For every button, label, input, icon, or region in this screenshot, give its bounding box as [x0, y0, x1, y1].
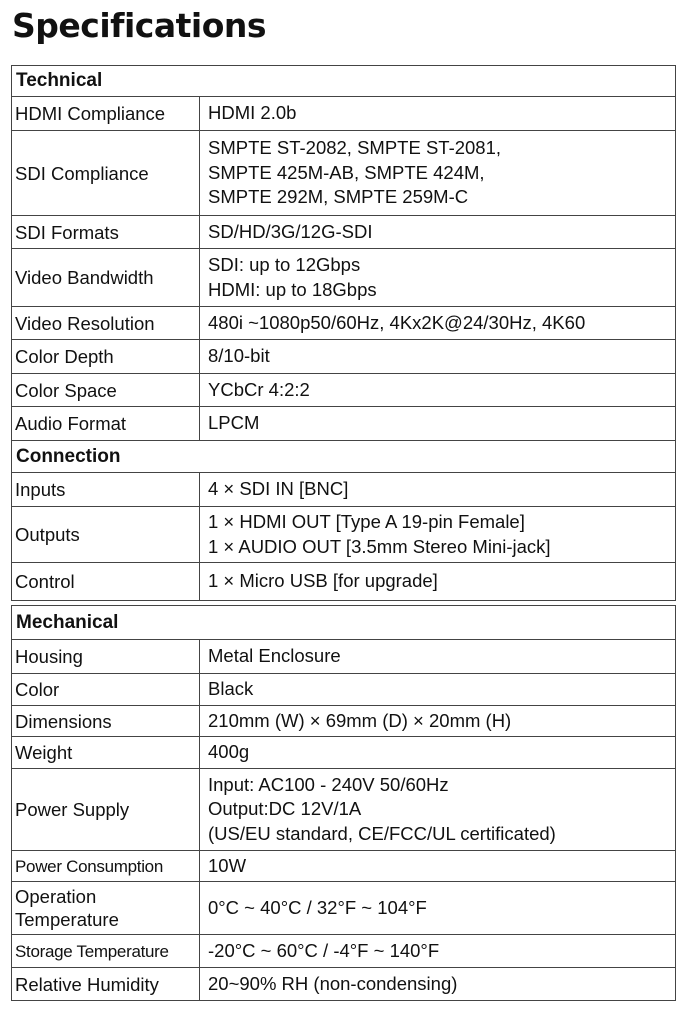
table-row	[11, 640, 676, 674]
spec-key: Color Space	[12, 374, 200, 406]
table-row	[11, 407, 676, 441]
table-row	[11, 737, 676, 769]
section-heading-technical: Technical	[11, 66, 676, 97]
spec-value: 210mm (W) × 69mm (D) × 20mm (H)	[208, 709, 512, 731]
spec-value: Metal Enclosure	[208, 645, 341, 667]
spec-key: Relative Humidity	[12, 968, 200, 1000]
table-row	[11, 97, 676, 131]
spec-value: 0°C ~ 40°C / 32°F ~ 104°F	[208, 896, 427, 918]
table-row	[11, 249, 676, 307]
table-row	[11, 473, 676, 507]
spec-value: LPCM	[208, 412, 260, 434]
spec-value: 20~90% RH (non-condensing)	[208, 972, 458, 994]
spec-key: Storage Temperature	[12, 935, 200, 967]
spec-value: HDMI 2.0b	[208, 102, 297, 124]
table-row	[11, 674, 676, 706]
spec-key: Inputs	[12, 473, 200, 506]
spec-value: SMPTE ST-2082, SMPTE ST-2081, SMPTE 425M-AB, SMPTE 424M, SMPTE 292M, SMPTE 259M-C	[208, 137, 502, 208]
table-row	[11, 935, 676, 968]
table-row	[11, 507, 676, 563]
spec-key: Color Depth	[12, 340, 200, 373]
spec-key: Power Supply	[12, 769, 200, 850]
page-title: Specifications	[12, 6, 267, 45]
spec-key: HDMI Compliance	[12, 97, 200, 130]
spec-value: SDI: up to 12Gbps HDMI: up to 18Gbps	[208, 254, 377, 300]
spec-value: 8/10-bit	[208, 345, 270, 367]
spec-key: SDI Formats	[12, 216, 200, 248]
table-row	[11, 216, 676, 249]
specifications-table	[11, 65, 676, 1001]
spec-key: Color	[12, 674, 200, 705]
table-row	[11, 307, 676, 340]
table-row	[11, 563, 676, 601]
spec-value: YCbCr 4:2:2	[208, 378, 310, 400]
section-heading-mechanical: Mechanical	[11, 605, 676, 640]
spec-key: Housing	[12, 640, 200, 673]
section-heading-connection: Connection	[11, 441, 676, 473]
spec-value: SD/HD/3G/12G-SDI	[208, 220, 373, 242]
spec-value: -20°C ~ 60°C / -4°F ~ 140°F	[208, 939, 440, 961]
spec-value: 4 × SDI IN [BNC]	[208, 478, 349, 500]
spec-key: Audio Format	[12, 407, 200, 440]
table-row	[11, 340, 676, 374]
spec-key: Outputs	[12, 507, 200, 562]
spec-value: Input: AC100 - 240V 50/60Hz Output:DC 12V/1A (US/EU standard, CE/FCC/UL certificated)	[208, 773, 556, 844]
spec-value: Black	[208, 678, 254, 700]
table-row	[11, 968, 676, 1001]
spec-key: Video Bandwidth	[12, 249, 200, 306]
table-row	[11, 882, 676, 935]
spec-key: Control	[12, 563, 200, 600]
spec-value: 1 × Micro USB [for upgrade]	[208, 570, 438, 592]
spec-key: Power Consumption	[12, 851, 200, 881]
spec-value: 480i ~1080p50/60Hz, 4Kx2K@24/30Hz, 4K60	[208, 311, 586, 333]
spec-key: Weight	[12, 737, 200, 768]
spec-value: 1 × HDMI OUT [Type A 19-pin Female] 1 × AUDIO OUT [3.5mm Stereo Mini-jack]	[208, 511, 551, 557]
table-row	[11, 706, 676, 737]
spec-value: 10W	[208, 854, 247, 876]
spec-key: Operation Temperature	[12, 882, 200, 934]
table-row	[11, 851, 676, 882]
spec-key: SDI Compliance	[12, 131, 200, 215]
table-row	[11, 374, 676, 407]
spec-value: 400g	[208, 741, 250, 763]
table-row	[11, 769, 676, 851]
spec-key: Video Resolution	[12, 307, 200, 339]
table-row	[11, 131, 676, 216]
spec-key: Dimensions	[12, 706, 200, 736]
